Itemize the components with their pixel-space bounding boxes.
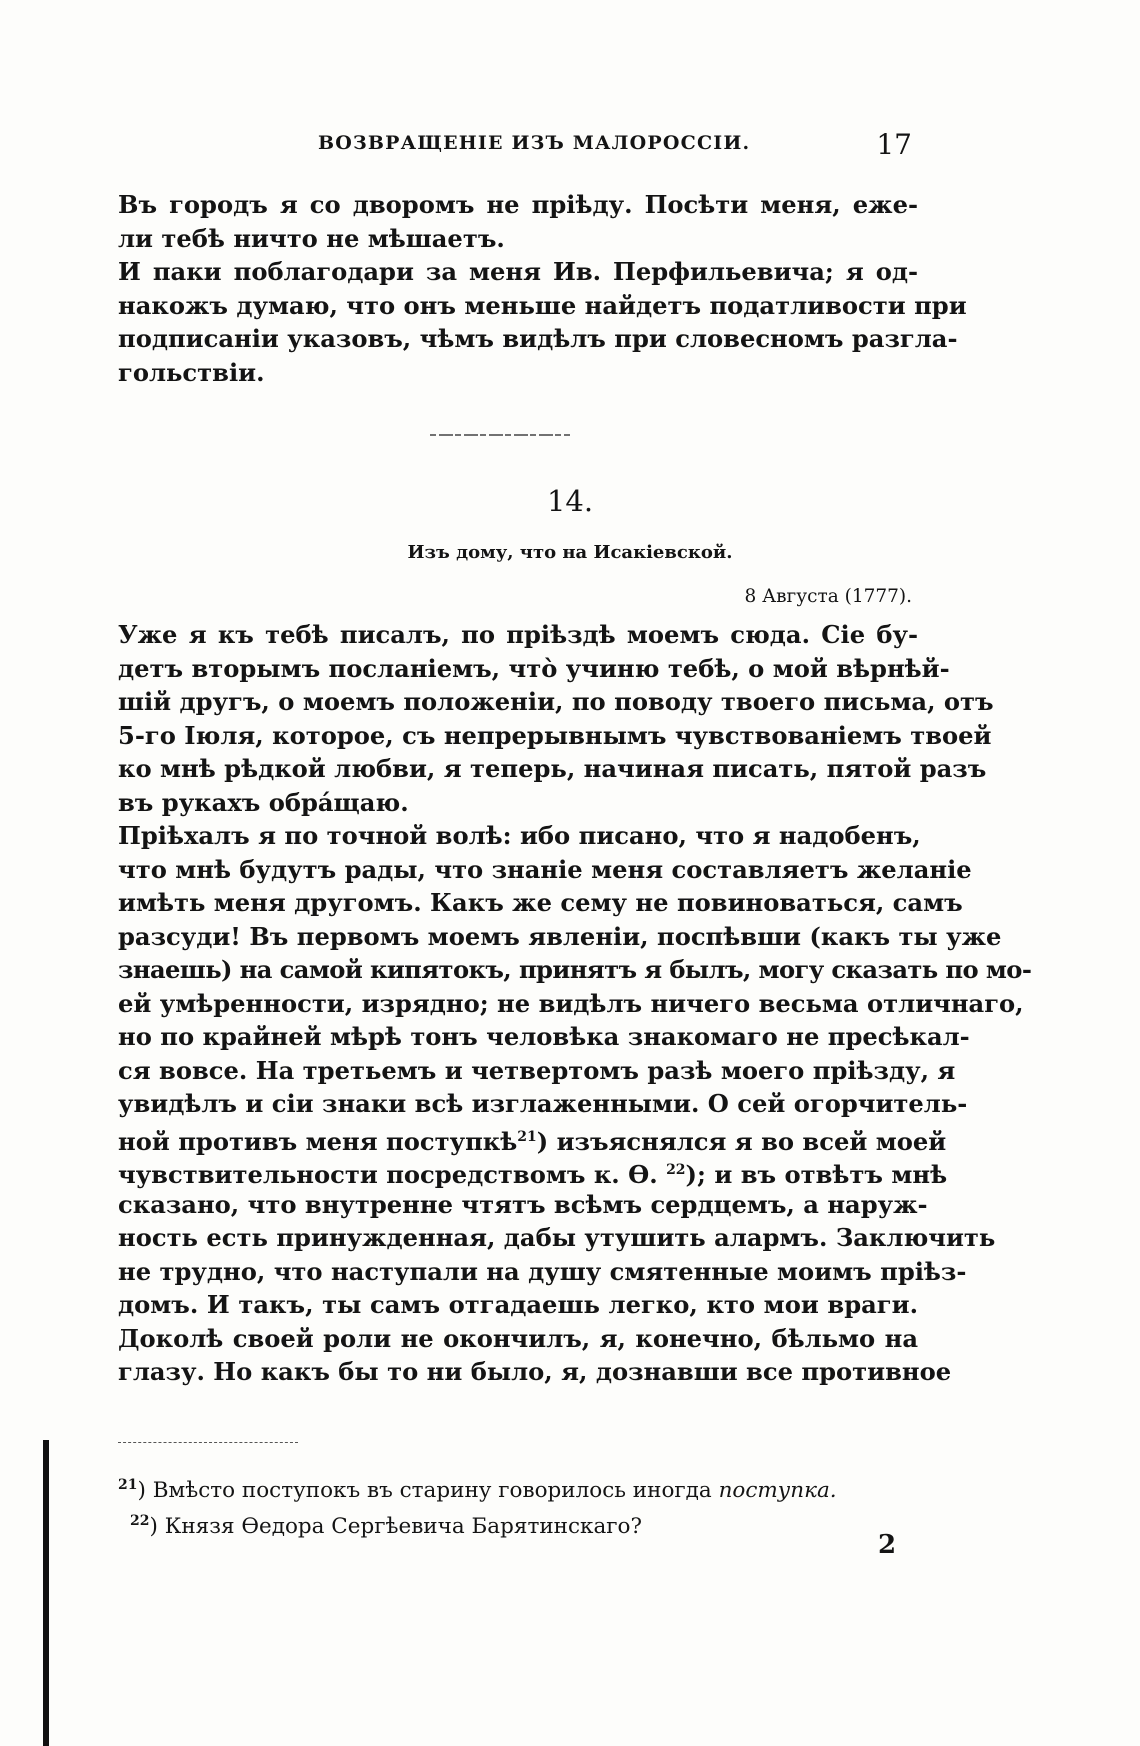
letter-body — [118, 618, 1032, 1389]
text-line: знаешь) на самой кипятокъ, принятъ я былъ, могу сказать по мо- — [118, 955, 1032, 984]
text-line: Въ городъ я со дворомъ не прiѣду. Посѣти меня, еже- — [118, 190, 918, 219]
footnote — [118, 1470, 918, 1506]
letter-date: 8 Августа (1777). — [744, 586, 912, 607]
text-line: не трудно, что наступали на душу смятенные моимъ прiѣз- — [118, 1256, 967, 1286]
text-line: подписанiи указовъ, чѣмъ видѣлъ при словесномъ разгла- — [118, 324, 958, 353]
running-head — [286, 128, 918, 162]
footnote-text: ) Князя Ѳедора Сергѣевича Барятинскаго? — [149, 1514, 643, 1539]
footnote-emphasis: поступка. — [718, 1478, 837, 1503]
text-line: имѣть меня другомъ. Какъ же сему не повиноваться, самъ — [118, 888, 963, 917]
text-line: 5-го Iюля, которое, съ непрерывнымъ чувствованiемъ твоей — [118, 720, 992, 750]
opening-paragraphs — [118, 188, 967, 389]
text-line: разсуди! Въ первомъ моемъ явленiи, поспѣвши (какъ ты уже — [118, 921, 1002, 951]
running-title: ВОЗВРАЩЕНIЕ ИЗЪ МАЛОРОССIИ. — [318, 132, 751, 154]
footnote — [118, 1506, 918, 1542]
sheet-signature-number: 2 — [878, 1530, 897, 1560]
text-line: ся вовсе. На третьемъ и четвертомъ разѣ моего прiѣзду, я — [118, 1055, 956, 1085]
paragraph — [118, 618, 994, 819]
text-line: увидѣлъ и сiи знаки всѣ изглаженными. О сей огорчитель- — [118, 1089, 968, 1118]
text-line: глазу. Но какъ бы то ни было, я, дознавши все противное — [118, 1357, 952, 1386]
text-line: детъ вторымъ посланiемъ, чтò учиню тебѣ, о мой вѣрнѣй- — [118, 653, 950, 683]
text-line: И паки поблагодари за меня Ив. Перфильевича; я од- — [118, 257, 918, 286]
footnote-rule — [118, 1442, 298, 1443]
text-line-with-ref — [118, 1154, 948, 1189]
footnote-mark: 21 — [118, 1477, 138, 1493]
paragraph — [118, 188, 918, 255]
text-line: Прiѣхалъ я по точной волѣ: ибо писано, что я надобенъ, — [118, 821, 921, 850]
text-line: ность есть принужденная, дабы утушить алармъ. Заключить — [118, 1223, 996, 1252]
letter-place: Изъ дому, что на Исакiевской. — [407, 542, 733, 563]
text-line: домъ. И такъ, ты самъ отгадаешь легко, кто мои враги. — [118, 1290, 918, 1319]
text-line: накожъ думаю, что онъ меньше найдетъ податливости при — [118, 290, 967, 320]
text-line: ей умѣренности, изрядно; не видѣлъ ничего весьма отличнаго, — [118, 988, 1024, 1018]
text-line: въ рукахъ обрáщаю. — [118, 787, 409, 817]
text-fragment: чувствительности посредствомъ к. Ѳ. — [118, 1160, 658, 1189]
text-line: шiй другъ, о моемъ положенiи, по поводу твоего письма, отъ — [118, 687, 994, 716]
paragraph — [118, 819, 1032, 1389]
text-line: ли тебѣ ничто не мѣшаетъ. — [118, 223, 505, 253]
text-line: что мнѣ будутъ рады, что знанiе меня составляетъ желанiе — [118, 854, 972, 884]
text-line: сказано, что внутренне чтятъ всѣмъ сердцемъ, а наруж- — [118, 1189, 928, 1219]
text-line-with-ref — [118, 1121, 947, 1156]
footnote-mark: 22 — [130, 1513, 150, 1529]
text-line: Доколѣ своей роли не окончилъ, я, конечно, бѣльмо на — [118, 1323, 918, 1353]
binding-edge-shadow — [43, 1440, 49, 1746]
footnote-ref[interactable]: 21 — [517, 1128, 537, 1145]
footnote-text: ) Вмѣсто поступокъ въ старину говорилось иногда — [137, 1478, 719, 1503]
text-line: ко мнѣ рѣдкой любви, я теперь, начиная писать, пятой разъ — [118, 754, 987, 783]
footnotes — [118, 1470, 918, 1542]
text-fragment: ) изъяснялся я во всей моей — [536, 1126, 947, 1156]
text-line: Уже я къ тебѣ писалъ, по прiѣздѣ моемъ сюда. Сiе бу- — [118, 620, 918, 649]
text-line: но по крайней мѣрѣ тонъ человѣка знакомаго не пресѣкал- — [118, 1022, 970, 1051]
paragraph — [118, 255, 967, 389]
page-number: 17 — [876, 128, 912, 161]
text-fragment: ной противъ меня поступкѣ — [118, 1126, 518, 1156]
text-line: гольствiи. — [118, 357, 265, 387]
letter-number: 14. — [546, 484, 594, 518]
section-divider — [430, 432, 570, 438]
footnote-ref[interactable]: 22 — [666, 1162, 686, 1178]
text-fragment: ); и въ отвѣтъ мнѣ — [685, 1160, 948, 1189]
